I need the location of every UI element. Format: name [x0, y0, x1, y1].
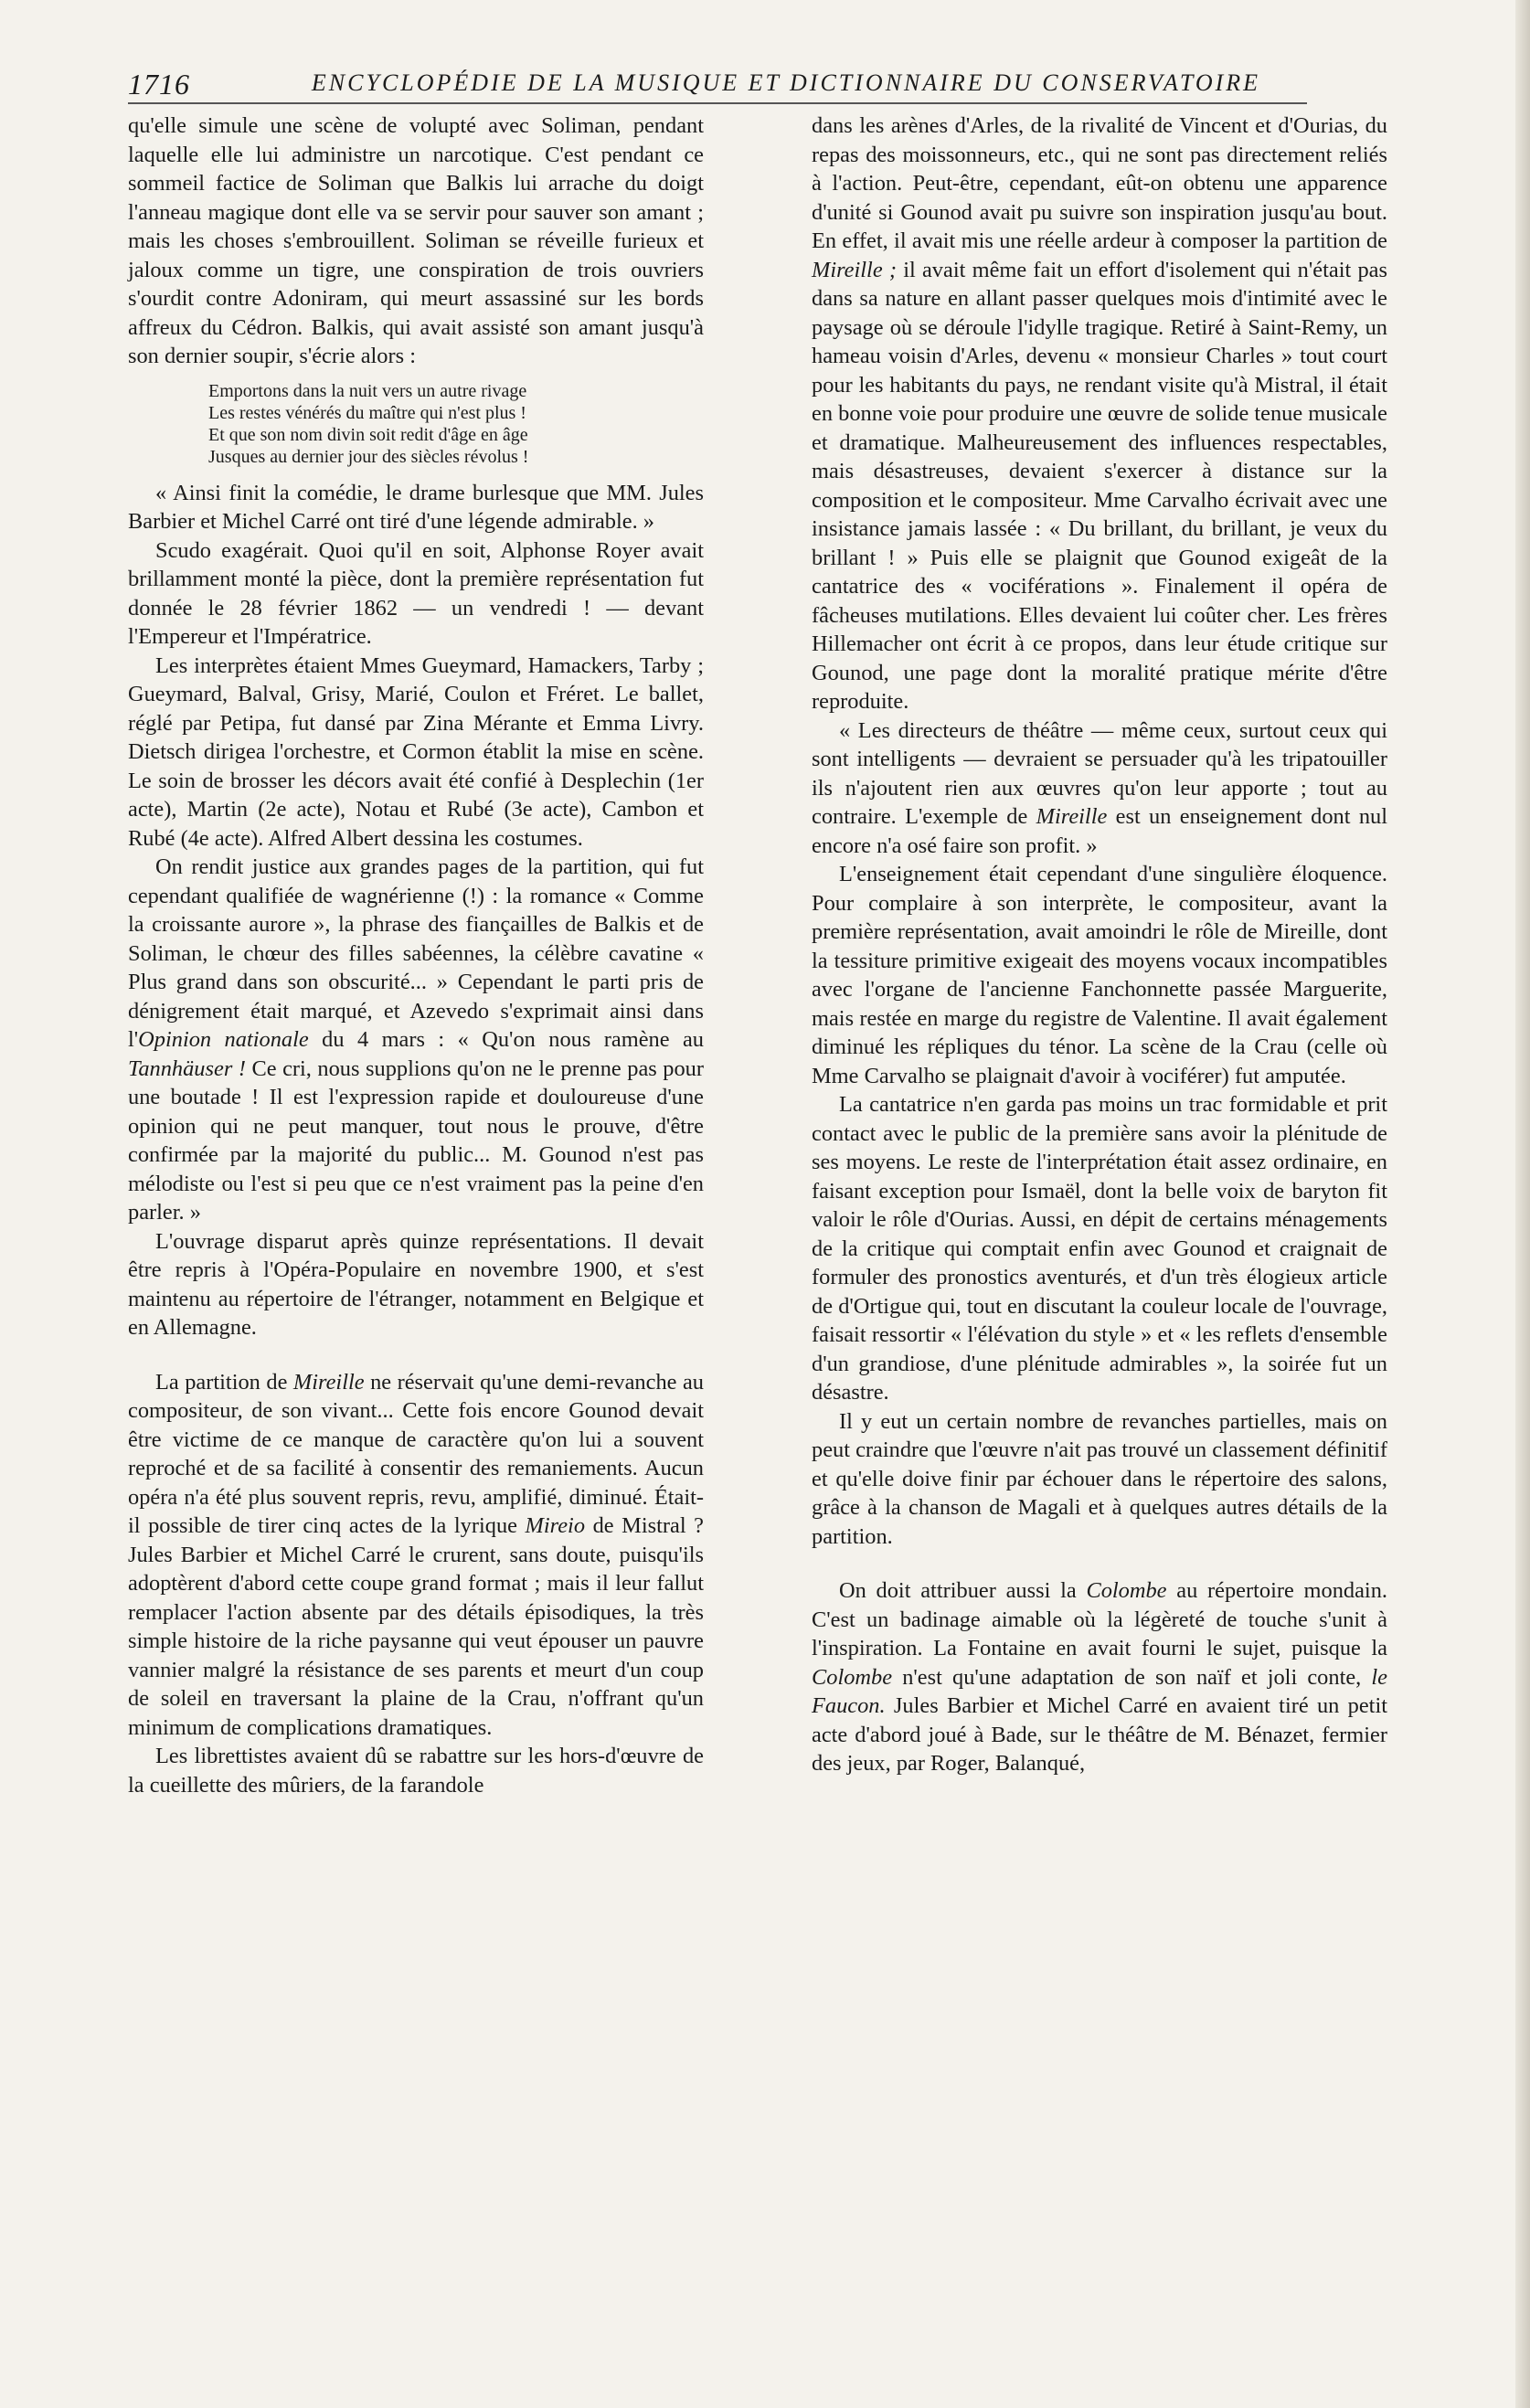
running-title: ENCYCLOPÉDIE DE LA MUSIQUE ET DICTIONNAIRE DU CONSERVATOIRE [311, 69, 1261, 96]
paragraph [812, 716, 1387, 861]
text-run: est un enseignement dont nul encore n'a osé faire son profit. » [812, 804, 1387, 858]
text-run: dans les arènes d'Arles, de la rivalité de Vincent et d'Ourias, du repas des moissonneurs, etc., qui ne sont pas directement reliés à l'action. Peut-être, cependant, eût-on obtenu une apparence d'unité si Gounod avait pu suivre son inspiration jusqu'au bout. En effet, il avait mis une réelle ardeur à composer la partition de [812, 113, 1387, 253]
opera-title: Mireille [1036, 804, 1108, 829]
paragraph: Les interprètes étaient Mmes Gueymard, Hamackers, Tarby ; Gueymard, Balval, Grisy, Marié, Coulon et Fréret. Le ballet, réglé par Petipa, fut dansé par Zina Mérante et Emma Livry. Dietsch dirigea l'orchestre, et Cormon établit la mise en scène. Le soin de brosser les décors avait été confié à Desplechin (1er acte), Martin (2e acte), Notau et Rubé (3e acte), Cambon et Rubé (4e acte). Alfred Albert dessina les costumes. [128, 652, 704, 851]
paragraph [128, 1368, 704, 1743]
paragraph [812, 111, 1387, 716]
text-run: « Les directeurs de théâtre — même ceux, surtout ceux qui sont intelligents — devraient se persuader qu'à les tripatouiller ils n'ajoutent rien aux œuvres qu'on leur apporte ; tout au contraire. L'exemple de [812, 717, 1387, 829]
paragraph: L'ouvrage disparut après quinze représentations. Il devait être repris à l'Opéra-Populaire en novembre 1900, et s'est maintenu au répertoire de l'étranger, notamment en Belgique et en Allemagne. [128, 1228, 704, 1340]
verse-quote [208, 380, 704, 468]
book-spine-edge [1515, 0, 1530, 2408]
paragraph: Scudo exagérait. Quoi qu'il en soit, Alphonse Royer avait brillamment monté la pièce, dont la première représentation fut donnée le 28 février 1862 — un vendredi ! — devant l'Empereur et l'Impératrice. [128, 537, 704, 649]
page-header [128, 66, 1307, 104]
verse-line: Jusques au dernier jour des siècles révolus ! [208, 446, 529, 467]
paragraph: Les librettistes avaient dû se rabattre sur les hors-d'œuvre de la cueillette des mûriers, de la farandole [128, 1744, 704, 1798]
opera-title: Tannhäuser ! [128, 1055, 246, 1081]
tale-title: le Faucon. [812, 1664, 1387, 1718]
newspaper-title: Opinion nationale [138, 1027, 309, 1052]
opera-title: Colombe [1086, 1578, 1167, 1603]
opera-title: Colombe [812, 1664, 893, 1690]
text-run: ne réservait qu'une demi-revanche au compositeur, de son vivant... Cette fois encore Gounod devait être victime de ce manque de caractère qu'on lui a souvent reproché et de sa facilité à consentir des remaniements. Aucun opéra n'a été plus souvent repris, revu, amplifié, diminué. Était-il possible de tirer cinq actes de la lyrique [128, 1369, 704, 1538]
poem-title: Mireio [525, 1513, 586, 1538]
text-run: au répertoire mondain. C'est un badinage aimable où la légèreté de touche s'unit à l'inspiration. La Fontaine en avait fourni le sujet, puisque la [812, 1578, 1387, 1660]
text-run: il avait même fait un effort d'isolement qui n'était pas dans sa nature en allant passer quelques mois d'intimité avec le paysage où se déroule l'idylle tragique. Retiré à Saint-Remy, un hameau voisin d'Arles, devenu « monsieur Charles » tout court pour les habitants du pays, ne rendant visite qu'à Mistral, il était en bonne voie pour produire une œuvre de solide tenue musicale et dramatique. Malheureusement des influences respectables, mais désastreuses, devaient s'exercer à distance sur la composition et le compositeur. Mme Carvalho écrivait avec une insistance jamais lassée : « Du brillant, du brillant, je veux du brillant ! » Puis elle se plaignit que Gounod exigeât de la cantatrice des « vociférations ». Finalement il opéra de fâcheuses mutilations. Elles devaient lui coûter cher. Les frères Hillemacher ont écrit à ce propos, dans leur étude critique sur Gounod, une page dont la moralité pratique mérite d'être reproduite. [812, 257, 1387, 714]
text-run: La partition de [155, 1369, 293, 1395]
paragraph: « Ainsi finit la comédie, le drame burlesque que MM. Jules Barbier et Michel Carré ont tiré d'une légende admirable. » [128, 480, 704, 534]
paragraph: qu'elle simule une scène de volupté avec Soliman, pendant laquelle elle lui administre un narcotique. C'est pendant ce sommeil factice de Soliman que Balkis lui arrache du doigt l'anneau magique dont elle va se servir pour sauver son amant ; mais les choses s'embrouillent. Soliman se réveille furieux et jaloux comme un tigre, une conspiration de trois ouvriers s'ourdit contre Adoniram, qui meurt assassiné sur les bords affreux du Cédron. Balkis, qui avait assisté son amant jusqu'à son dernier soupir, s'écrie alors : [128, 113, 704, 368]
paragraph [128, 853, 704, 1227]
text-run: Ce cri, nous supplions qu'on ne le prenne pas pour une boutade ! Il est l'expression rapide et douloureuse d'une opinion qui ne peut manquer, tout nous le prouve, d'être confirmée par la majorité du public... M. Gounod n'est pas mélodiste ou l'est si peu que ce n'est vraiment pas la peine d'en parler. » [128, 1055, 704, 1225]
page-number: 1716 [128, 68, 190, 101]
left-column [128, 111, 704, 1799]
opera-title: Mireille ; [812, 257, 897, 282]
opera-title: Mireille [292, 1369, 365, 1395]
text-run: du 4 mars : « Qu'on nous ramène au [308, 1027, 704, 1052]
paragraph: L'enseignement était cependant d'une singulière éloquence. Pour complaire à son interprète, le compositeur, avant la première représentation, avait amoindri le rôle de Mireille, dont la tessiture primitive exigeait des moyens vocaux incompatibles avec l'organe de l'ancienne Fanchonnette passée Marguerite, mais restée en marge du registre de Valentine. Il avait également diminué les répliques du ténor. La scène de la Crau (celle où Mme Carvalho se plaignait d'avoir à vociférer) fut amputée. [812, 862, 1387, 1088]
verse-line: Emportons dans la nuit vers un autre rivage [208, 380, 527, 401]
text-run: On rendit justice aux grandes pages de la partition, qui fut cependant qualifiée de wagnérienne (!) : la romance « Comme la croissante aurore », la phrase des fiançailles de Balkis et de Soliman, le chœur des filles sabéennes, la célèbre cavatine « Plus grand dans son obscurité... » Cependant le parti pris de dénigrement était marqué, et Azevedo s'exprimait ainsi dans l' [128, 854, 704, 1052]
text-run: de Mistral ? Jules Barbier et Michel Carré le crurent, sans doute, puisqu'ils adoptèrent d'abord cette coupe grand format ; mais il leur fallut remplacer l'action absente par des détails épisodiques, la très simple histoire de la riche paysanne qui veut épouser un pauvre vannier malgré la résistance de ses parents et meurt d'un coup de soleil en traversant la plaine de la Crau, n'offrant qu'un minimum de complications dramatiques. [128, 1513, 704, 1740]
right-column [812, 111, 1387, 1778]
text-run: On doit attribuer aussi la [839, 1578, 1087, 1603]
paragraph: La cantatrice n'en garda pas moins un trac formidable et prit contact avec le public de la première sans avoir la plénitude de ses moyens. Le reste de l'interprétation était assez ordinaire, en faisant exception pour Ismaël, dont la belle voix de baryton fit valoir le rôle d'Ourias. Aussi, en dépit de certains ménagements de la critique qui comptait enfin avec Gounod et craignait de formuler des pronostics aventurés, et d'un très élogieux article de d'Ortigue qui, tout en discutant la couleur locale de l'ouvrage, faisait ressortir « l'élévation du style » et « les reflets d'ensemble d'un grandiose, d'une plénitude admirables », la soirée fut un désastre. [812, 1092, 1387, 1405]
paragraph: Il y eut un certain nombre de revanches partielles, mais on peut craindre que l'œuvre n'ait pas trouvé un classement définitif et qu'elle doive finir par échouer dans le répertoire des salons, grâce à la chanson de Magali et à quelques autres détails de la partition. [812, 1408, 1387, 1549]
text-run: n'est qu'une adaptation de son naïf et joli conte, [892, 1664, 1372, 1690]
text-run: Jules Barbier et Michel Carré en avaient tiré un petit acte d'abord joué à Bade, sur le théâtre de M. Bénazet, fermier des jeux, par Roger, Balanqué, [812, 1693, 1387, 1776]
verse-line: Les restes vénérés du maître qui n'est plus ! [208, 402, 526, 423]
paragraph [812, 1576, 1387, 1778]
verse-line: Et que son nom divin soit redit d'âge en âge [208, 424, 528, 445]
